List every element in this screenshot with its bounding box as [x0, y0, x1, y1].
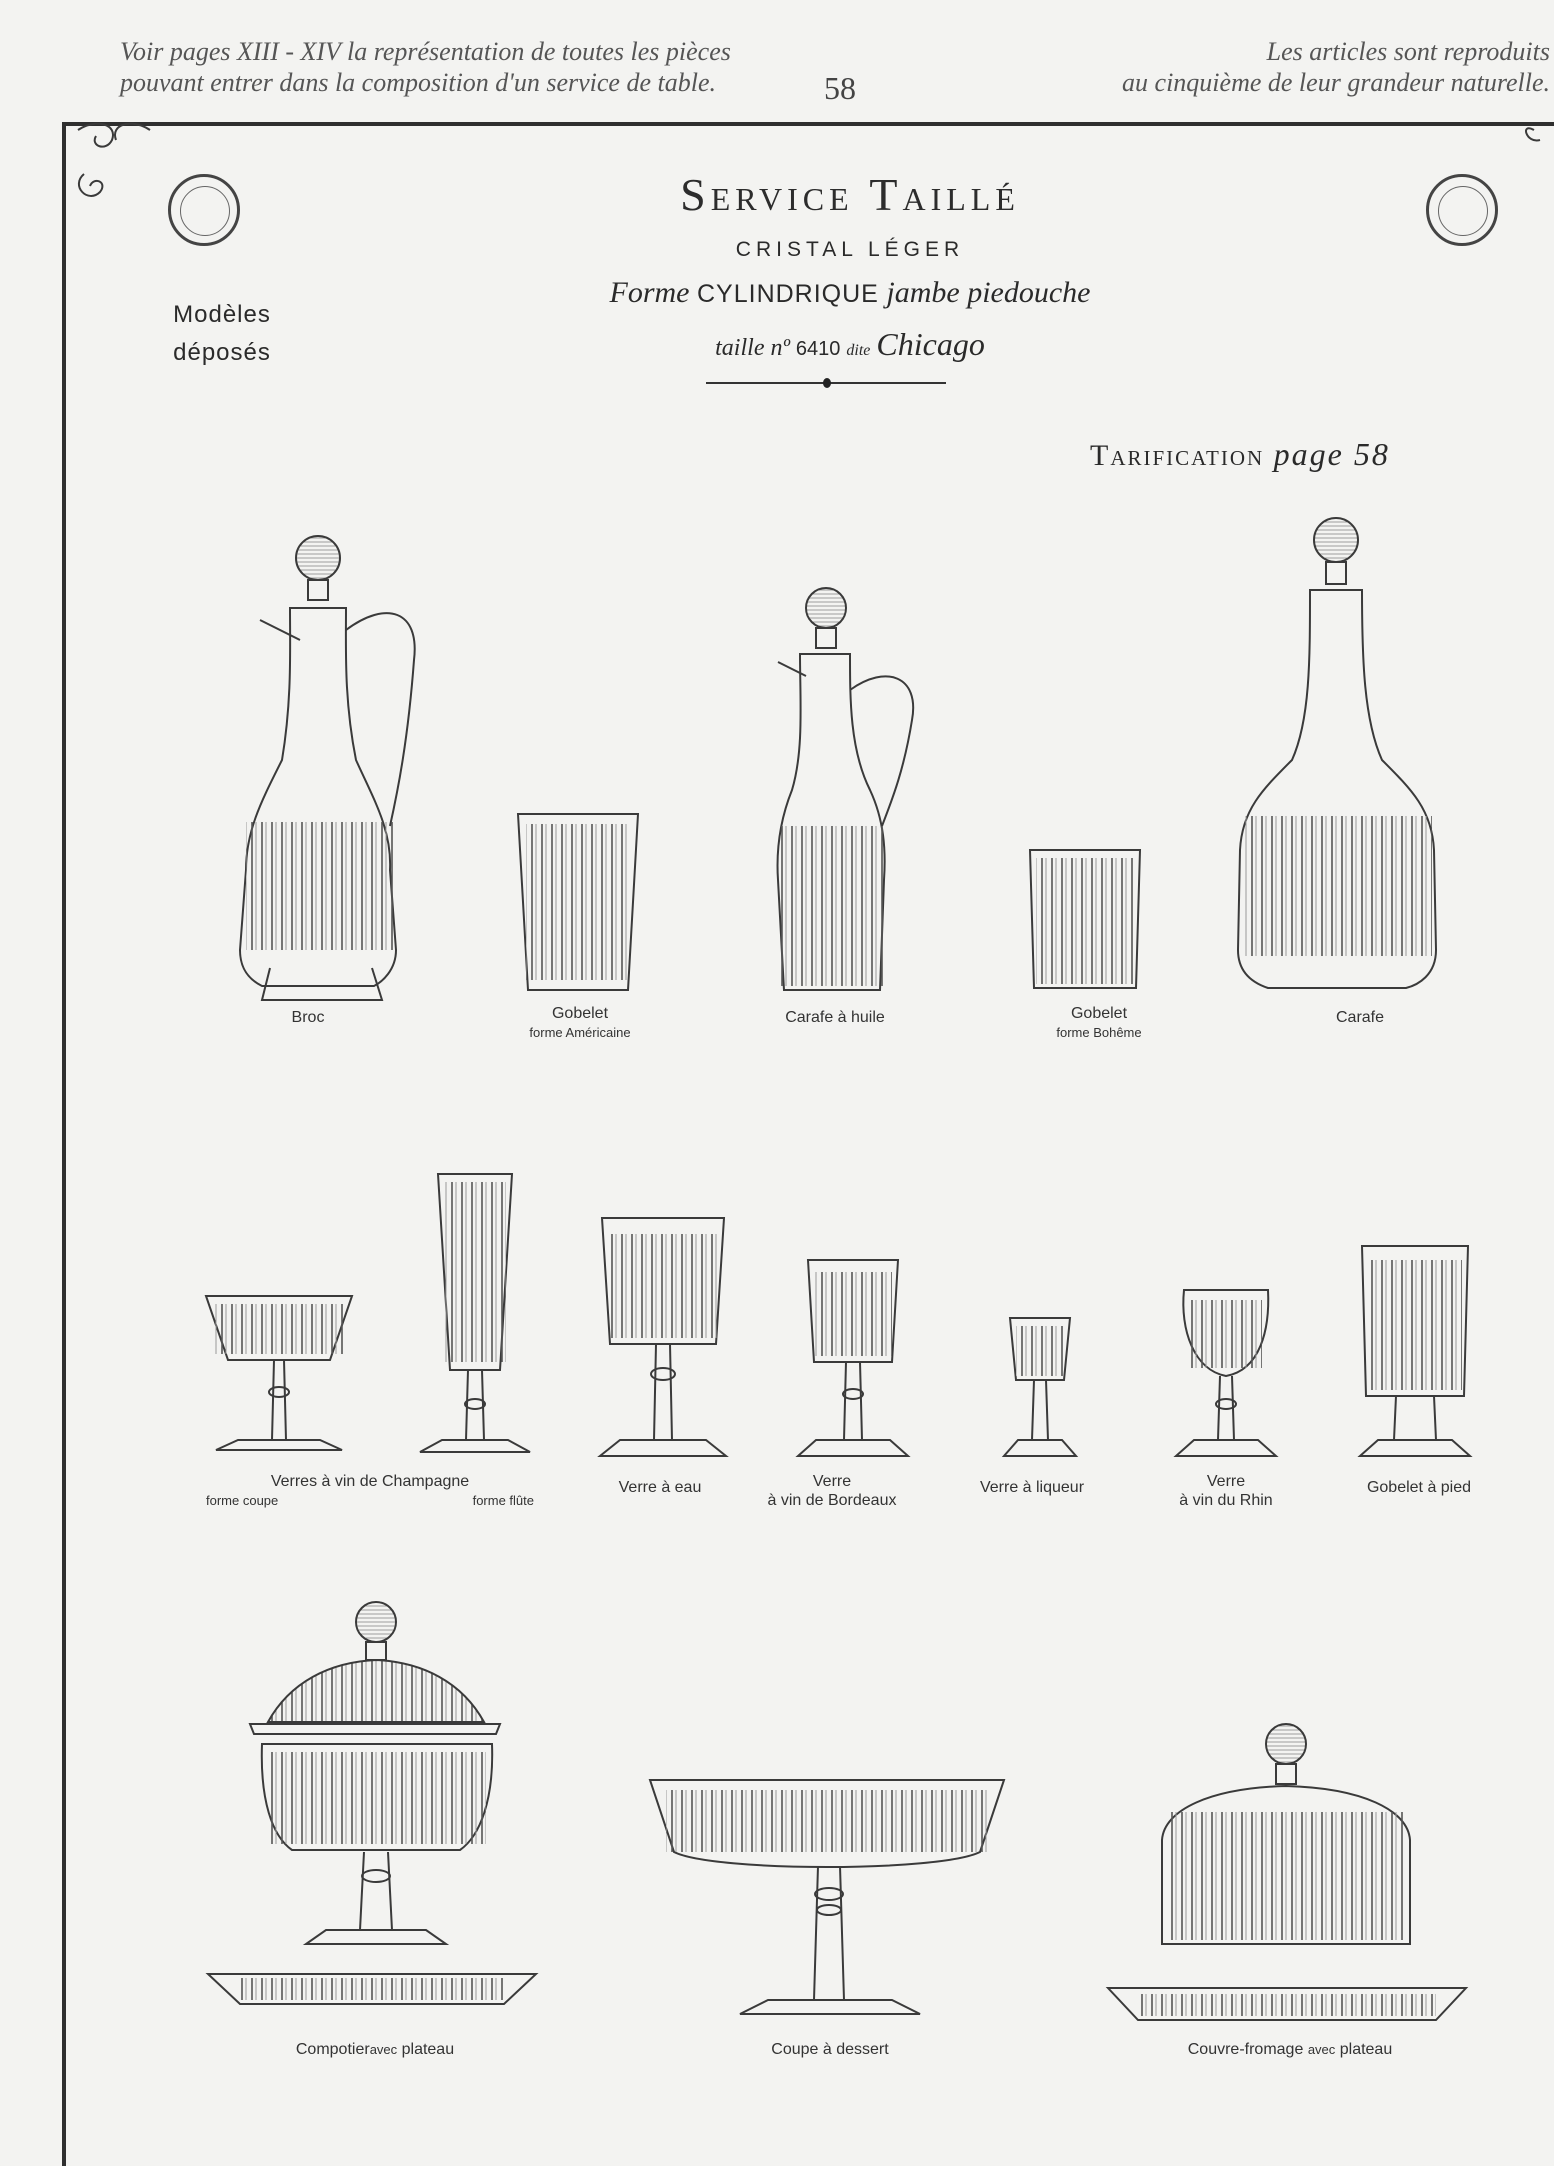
- verre-liqueur-illustration: [1004, 1318, 1076, 1456]
- form-prefix: Forme: [609, 276, 690, 309]
- caption-verre-rhin: [1156, 1472, 1296, 1510]
- couvre-fromage-illustration: [1108, 1724, 1466, 2020]
- caption-gobelet-americaine: [490, 1004, 670, 1042]
- broc-illustration: [240, 536, 415, 1000]
- caption-verre-bordeaux: [752, 1472, 912, 1510]
- caption-gobelet-pied-label: Gobelet à pied: [1366, 1479, 1472, 1496]
- header-note-right-line1: Les articles sont reproduits: [1266, 37, 1550, 66]
- caption-couvre-fromage-label: Couvre-fromage: [1187, 2041, 1304, 2058]
- caption-compotier-plateau: plateau: [401, 2041, 455, 2058]
- flute-champagne-illustration: [420, 1174, 530, 1452]
- page-title: Service Taillé: [680, 169, 1020, 220]
- modeles-line2: déposés: [173, 339, 271, 366]
- header-note-right-line2: au cinquième de leur grandeur naturelle.: [1122, 68, 1550, 97]
- caption-coupe-dessert-label: Coupe à dessert: [771, 2041, 889, 2058]
- caption-gobelet-pied: [1344, 1478, 1494, 1497]
- taille-number: 6410: [795, 338, 841, 360]
- caption-broc: [248, 1008, 368, 1027]
- caption-gobelet-boheme-label: Gobelet: [1070, 1005, 1128, 1022]
- taille-prefix: taille nº: [715, 335, 790, 361]
- compotier-illustration: [208, 1602, 536, 2004]
- caption-couvre-fromage-plateau: plateau: [1339, 2041, 1393, 2058]
- caption-gobelet-americaine-label: Gobelet: [551, 1005, 609, 1022]
- caption-verre-liqueur-label: Verre à liqueur: [979, 1479, 1085, 1496]
- verre-eau-illustration: [600, 1218, 726, 1456]
- gobelet-pied-illustration: [1360, 1246, 1470, 1456]
- caption-verre-bordeaux-line2: à vin de Bordeaux: [767, 1492, 897, 1509]
- caption-verre-eau: [590, 1478, 730, 1497]
- carafe-illustration: [1238, 518, 1436, 988]
- caption-champagne-label: Verres à vin de Champagne: [270, 1473, 470, 1490]
- caption-champagne: [200, 1472, 540, 1510]
- form-suffix: jambe piedouche: [886, 276, 1091, 309]
- caption-compotier: [260, 2040, 490, 2059]
- caption-champagne-forms: [200, 1491, 540, 1510]
- caption-compotier-label: Compotier: [295, 2041, 370, 2058]
- caption-compotier-avec: avec: [369, 2042, 398, 2057]
- caption-coupe-dessert: [740, 2040, 920, 2059]
- page-number: 58: [824, 70, 856, 106]
- header-note-left-line2: pouvant entrer dans la composition d'un service de table.: [120, 68, 716, 97]
- caption-gobelet-boheme: [1024, 1004, 1174, 1042]
- corner-scroll-icon: [78, 124, 1540, 196]
- taille-name: Chicago: [876, 326, 985, 362]
- gobelet-boheme-illustration: [1030, 850, 1140, 988]
- caption-carafe-huile-label: Carafe à huile: [785, 1009, 885, 1026]
- page-subtitle: CRISTAL LÉGER: [735, 238, 965, 261]
- header-note-left-line1: Voir pages XIII - XIV la représentation de toutes les pièces: [120, 37, 731, 66]
- caption-gobelet-americaine-sub: forme Américaine: [529, 1025, 631, 1040]
- caption-carafe-label: Carafe: [1335, 1009, 1385, 1026]
- caption-verre-liqueur: [962, 1478, 1102, 1497]
- caption-forme-flute: forme flûte: [472, 1493, 534, 1508]
- coupe-champagne-illustration: [206, 1296, 352, 1450]
- caption-couvre-fromage: [1160, 2040, 1420, 2059]
- caption-couvre-fromage-avec: avec: [1307, 2042, 1336, 2057]
- caption-verre-bordeaux-line1: Verre: [812, 1473, 852, 1490]
- gobelet-americaine-illustration: [518, 814, 638, 990]
- caption-verre-rhin-line1: Verre: [1206, 1473, 1246, 1490]
- caption-broc-label: Broc: [291, 1009, 325, 1026]
- carafe-huile-illustration: [778, 588, 914, 990]
- tarification-page: page 58: [1273, 436, 1390, 472]
- caption-carafe-huile: [760, 1008, 910, 1027]
- coupe-dessert-illustration: [650, 1780, 1004, 2014]
- verre-bordeaux-illustration: [798, 1260, 908, 1456]
- caption-forme-coupe: forme coupe: [206, 1493, 279, 1508]
- form-name: CYLINDRIQUE: [697, 280, 879, 308]
- modeles-line1: Modèles: [173, 301, 271, 328]
- caption-gobelet-boheme-sub: forme Bohême: [1056, 1025, 1142, 1040]
- taille-dite: dite: [846, 342, 871, 359]
- caption-verre-rhin-line2: à vin du Rhin: [1179, 1492, 1273, 1509]
- verre-rhin-illustration: [1176, 1290, 1276, 1456]
- caption-verre-eau-label: Verre à eau: [618, 1479, 702, 1496]
- tarification-label: Tarification: [1090, 439, 1265, 472]
- caption-carafe: [1300, 1008, 1420, 1027]
